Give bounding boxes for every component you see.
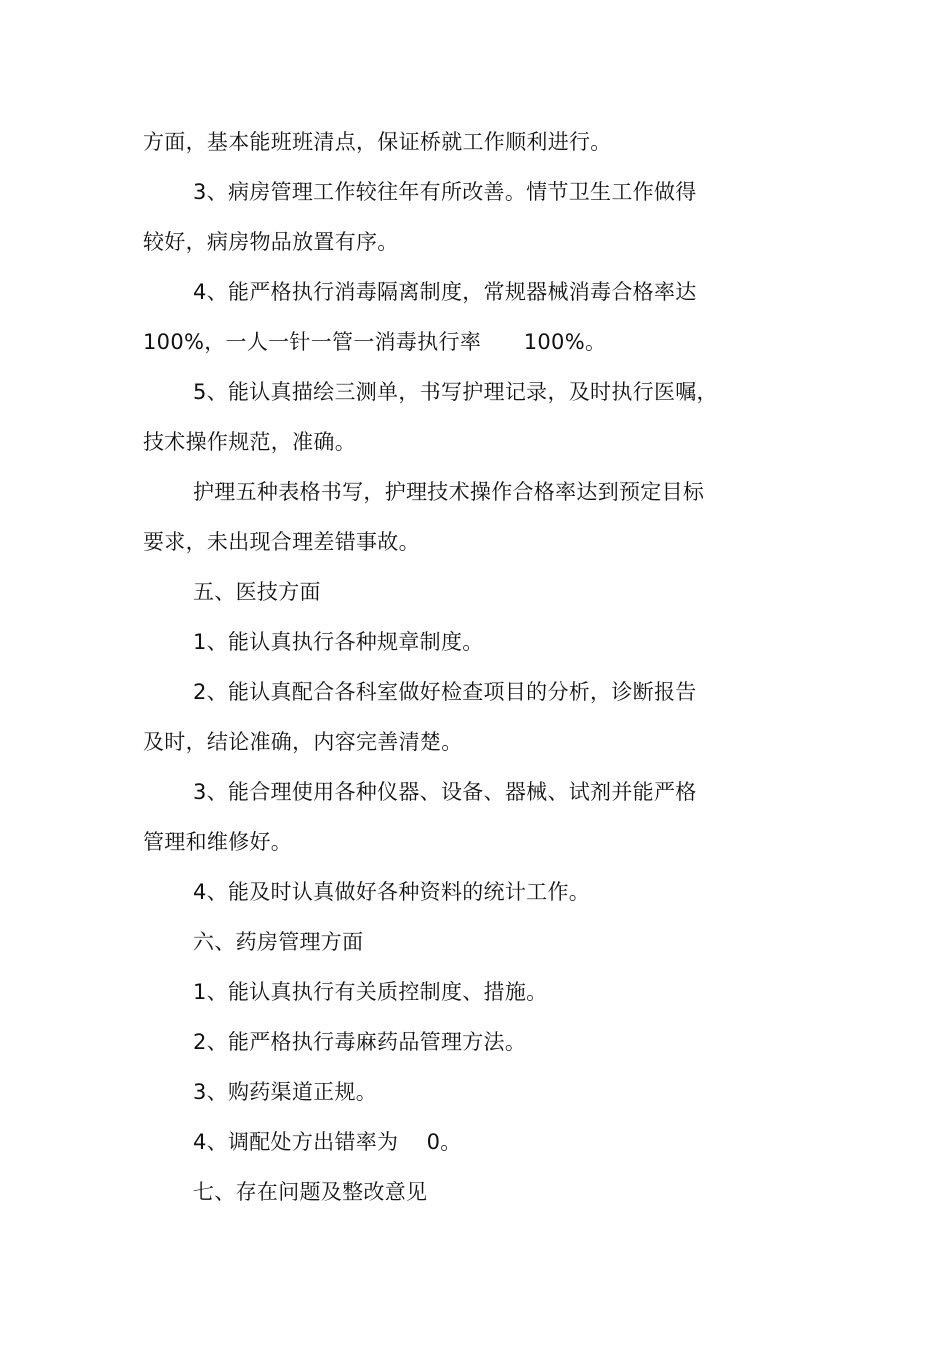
text-line: 3、能合理使用各种仪器、设备、器械、试剂并能严格 (193, 780, 697, 804)
text-line: 管理和维修好。 (143, 830, 293, 854)
text-line: 较好，病房物品放置有序。 (143, 230, 399, 254)
text-line: 要求，未出现合理差错事故。 (143, 530, 420, 554)
text-line: 4、调配处方出错率为 0。 (193, 1130, 462, 1154)
text-line: 1、能认真执行各种规章制度。 (193, 630, 484, 654)
text-line: 3、病房管理工作较往年有所改善。情节卫生工作做得 (193, 180, 697, 204)
text-line: 及时，结论准确，内容完善清楚。 (143, 730, 463, 754)
text-line: 5、能认真描绘三测单，书写护理记录，及时执行医嘱， (193, 380, 718, 404)
text-line: 4、能及时认真做好各种资料的统计工作。 (193, 880, 591, 904)
text-line: 2、能认真配合各科室做好检查项目的分析，诊断报告 (193, 680, 697, 704)
text-line: 技术操作规范，准确。 (143, 430, 356, 454)
text-line: 护理五种表格书写，护理技术操作合格率达到预定目标 (193, 480, 705, 504)
text-line: 方面，基本能班班清点，保证桥就工作顺利进行。 (143, 130, 612, 154)
text-line: 3、购药渠道正规。 (193, 1080, 378, 1104)
text-line: 1、能认真执行有关质控制度、措施。 (193, 980, 548, 1004)
document-body (143, 117, 763, 1217)
section-heading: 六、药房管理方面 (193, 930, 364, 954)
section-heading: 五、医技方面 (193, 580, 321, 604)
text-line: 2、能严格执行毒麻药品管理方法。 (193, 1030, 527, 1054)
text-line: 100%，一人一针一管一消毒执行率 100%。 (143, 330, 607, 354)
text-line: 4、能严格执行消毒隔离制度，常规器械消毒合格率达 (193, 280, 697, 304)
section-heading: 七、存在问题及整改意见 (193, 1180, 428, 1204)
